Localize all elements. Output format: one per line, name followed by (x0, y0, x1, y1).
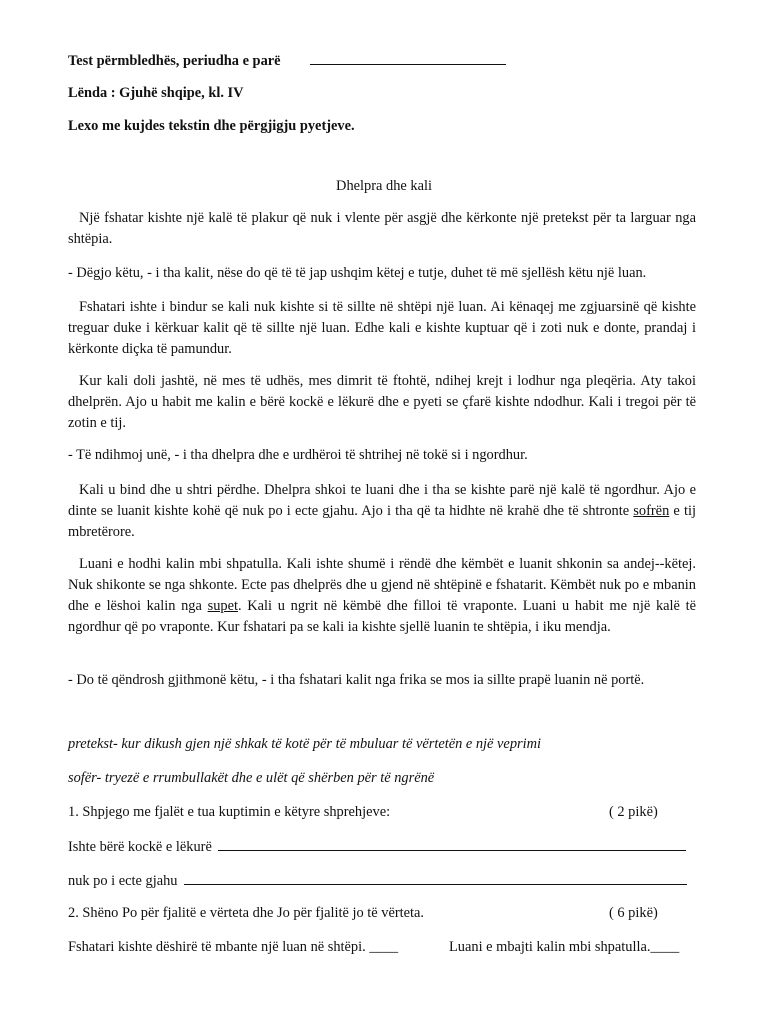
statement-2b: Luani e mbajti kalin mbi shpatulla.____ (449, 939, 680, 955)
story-paragraph-5: - Të ndihmoj unë, - i tha dhelpra dhe e urdhëroi të shtrihej në tokë si i ngordhur. (68, 447, 528, 463)
story-paragraph-8: - Do të qëndrosh gjithmonë këtu, - i tha fshatari kalit nga frika se mos ia sillte prapë luanin në portë. (68, 672, 645, 688)
question-1: 1. Shpjego me fjalët e tua kuptimin e këtyre shprehjeve: (68, 804, 391, 820)
header-test-title (68, 52, 506, 70)
story-paragraph-4: Kur kali doli jashtë, në mes të udhës, mes dimrit të ftohtë, ndihej krejt i lodhur nga pleqëria. Aty takoi dhelprën. Ajo u habit me kalin e bërë kockë e lëkurë dhe e pyeti se çfarë kishte ndodhur. Kali i tregoi për të zotin e tij. (68, 373, 696, 431)
glossary-pretekst: pretekst- kur dikush gjen një shkak të kotë për të mbuluar të vërtetën e një veprimi (68, 736, 542, 752)
answer-line-1b[interactable] (184, 872, 687, 885)
test-title-text: Test përmbledhës, periudha e parë (68, 53, 281, 69)
glossary-sofer: sofër- tryezë e rrumbullakët dhe e ulët që shërben për të ngrënë (68, 770, 435, 786)
story-paragraph-6 (68, 480, 696, 543)
question-2-points: ( 6 pikë) (609, 905, 658, 921)
paragraph-7-text-a: Luani e hodhi kalin mbi shpatulla. Kali ishte shumë i rëndë dhe këmbët e luanit shkonin sa andej--këtej. Nuk shikonte se nga shkonte. Ecte pas dhelprës dhe u gjend në shtëpinë e fshatarit. Këmbët nuk po e mbanin dhe e lëshoi kalin nga (68, 556, 696, 614)
statement-2a: Fshatari kishte dëshirë të mbante një luan në shtëpi. ____ (68, 939, 399, 955)
paragraph-6-text-b: e tij mbretërore. (68, 503, 696, 540)
question-1b-row (68, 872, 687, 890)
underlined-word-supet: supet (207, 598, 238, 614)
paragraph-7-text-b: . Kali u ngrit në këmbë dhe filloi të vraponte. Luani u habit me një kalë të ngordhur që po vraponte. Kur fshatari pa se kali ia kishte sjellë luanin te shtëpia, i iku mendja. (68, 598, 696, 635)
story-paragraph-7 (68, 554, 696, 638)
story-title: Dhelpra dhe kali (336, 178, 432, 194)
story-paragraph-2: - Dëgjo këtu, - i tha kalit, nëse do që të të jap ushqim këtej e tutje, duhet të më sjellësh këtu një luan. (68, 265, 647, 281)
answer-line-1a[interactable] (218, 838, 686, 851)
paragraph-6-text-a: Kali u bind dhe u shtri përdhe. Dhelpra shkoi te luani dhe i tha se kishte parë një kalë të ngordhur. Ajo e dinte se luanit kishte kohë që nuk po i ecte gjahu. Ajo i tha që ta hidhte në krahë dhe të shtronte (68, 482, 696, 519)
question-1a-row (68, 838, 686, 856)
underlined-word-sofren: sofrën (633, 503, 670, 519)
question-1a-text: Ishte bërë kockë e lëkurë (68, 839, 212, 855)
name-blank-line (310, 52, 506, 65)
header-subject: Lënda : Gjuhë shqipe, kl. IV (68, 85, 244, 101)
story-paragraph-3: Fshatari ishte i bindur se kali nuk kishte si të sillte në shtëpi një luan. Ai kënaqej me zgjuarsinë që kishte treguar duke i kërkuar kalit që të sillte një luan. Edhe kali e kishte kuptuar që i zoti nuk e donte, prandaj i kërkonte diçka të pamundur. (68, 299, 696, 357)
question-1b-text: nuk po i ecte gjahu (68, 873, 178, 889)
header-instruction: Lexo me kujdes tekstin dhe përgjigju pyetjeve. (68, 118, 355, 134)
question-1-points: ( 2 pikë) (609, 804, 658, 820)
story-paragraph-1: Një fshatar kishte një kalë të plakur që nuk i vlente për asgjë dhe kërkonte një pretekst për ta larguar nga shtëpia. (68, 210, 696, 247)
question-2: 2. Shëno Po për fjalitë e vërteta dhe Jo për fjalitë jo të vërteta. (68, 905, 425, 921)
